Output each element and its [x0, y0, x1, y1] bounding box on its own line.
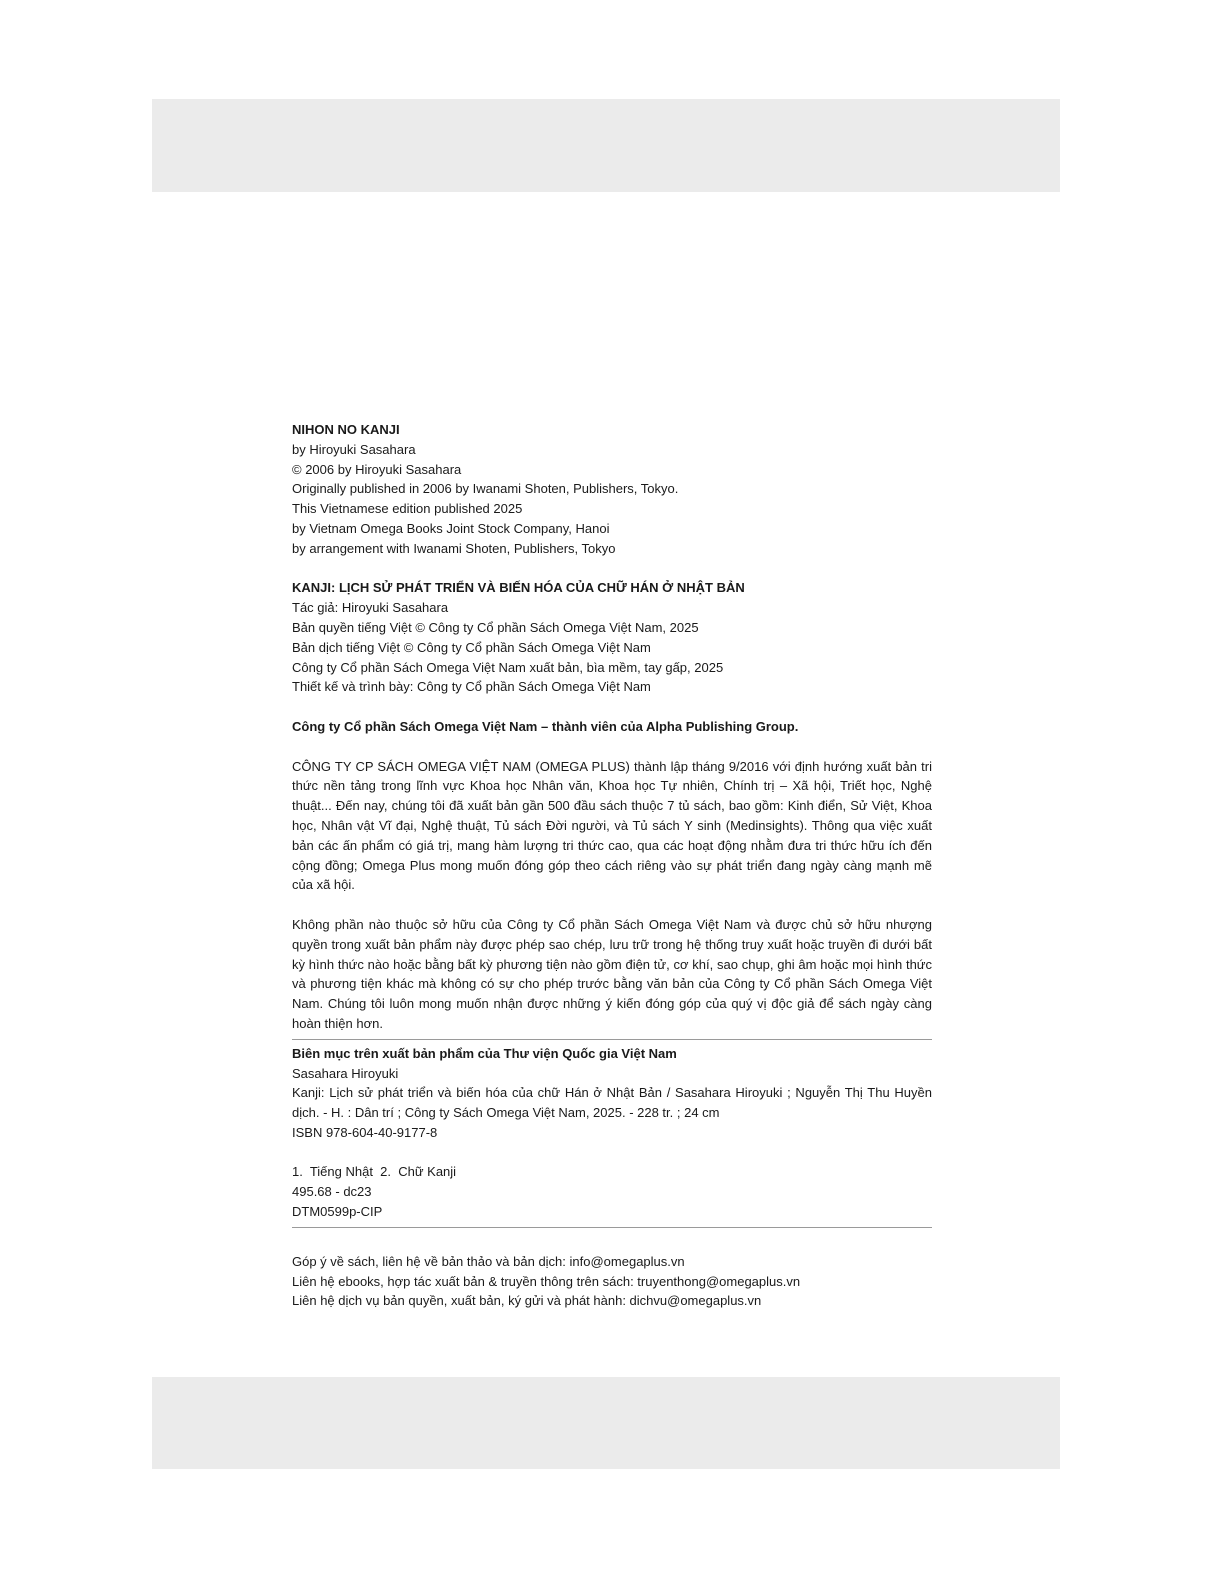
cip-author: Sasahara Hiroyuki: [292, 1065, 399, 1081]
publication-format-line: Công ty Cổ phần Sách Omega Việt Nam xuất bản, bìa mềm, tay gấp, 2025: [292, 659, 724, 675]
spacer: [292, 737, 932, 757]
spacer: [292, 895, 932, 915]
translation-copyright-line: Bản dịch tiếng Việt © Công ty Cổ phần Sách Omega Việt Nam: [292, 639, 651, 655]
spacer: [292, 1228, 932, 1252]
original-copyright-line: © 2006 by Hiroyuki Sasahara: [292, 461, 462, 477]
author-line: Tác giả: Hiroyuki Sasahara: [292, 600, 449, 616]
original-author-line: by Hiroyuki Sasahara: [292, 441, 416, 457]
contact-rights-line: Liên hệ dịch vụ bản quyền, xuất bản, ký gửi và phát hành: dichvu@omegaplus.vn: [292, 1293, 762, 1309]
design-credit-line: Thiết kế và trình bày: Công ty Cổ phần Sách Omega Việt Nam: [292, 679, 651, 695]
about-paragraph: CÔNG TY CP SÁCH OMEGA VIỆT NAM (OMEGA PLUS) thành lập tháng 9/2016 với định hướng xuất bản tri thức nền tảng trong lĩnh vực Khoa học Nhân văn, Khoa học Tự nhiên, Chính trị – Xã hội, Triết học, Nghệ thuật... Đến nay, chúng tôi đã xuất bản gần 500 đầu sách thuộc 7 tủ sách, bao gồm: Kinh điển, Sử Việt, Khoa học, Nhân vật Vĩ đại, Nghệ thuật, Tủ sách Đời người, và Tủ sách Y sinh (Medinsights). Thông qua việc xuất bản các ấn phẩm có giá trị, mang hàm lượng tri thức cao, qua các hoạt động nhằm đưa tri thức hữu ích đến cộng đồng; Omega Plus mong muốn đóng góp theo cách riêng vào sự phát triển đang ngày càng mạnh mẽ của xã hội.: [292, 758, 932, 893]
cip-isbn: ISBN 978-604-40-9177-8: [292, 1124, 438, 1140]
top-header-band: [152, 99, 1060, 192]
arrangement-line: by arrangement with Iwanami Shoten, Publishers, Tokyo: [292, 540, 616, 556]
cip-subjects: 1. Tiếng Nhật 2. Chữ Kanji: [292, 1164, 457, 1180]
original-edition-block: [292, 420, 932, 559]
vietnamese-publisher-line: by Vietnam Omega Books Joint Stock Company, Hanoi: [292, 520, 610, 536]
spacer: [292, 697, 932, 717]
cip-record-id: DTM0599p-CIP: [292, 1204, 383, 1220]
cip-block: [292, 1044, 932, 1222]
rights-paragraph: Không phần nào thuộc sở hữu của Công ty Cổ phần Sách Omega Việt Nam và được chủ sở hữu nhượng quyền trong xuất bản phẩm này được phép sao chép, lưu trữ trong hệ thống truy xuất hoặc truyền đi dưới bất kỳ hình thức nào hoặc bằng bất kỳ phương tiện nào gồm điện tử, cơ khí, sao chụp, ghi âm hoặc mọi hình thức và phương tiện khác mà không có sự cho phép trước bằng văn bản của Công ty Cổ phần Sách Omega Việt Nam. Chúng tôi luôn mong muốn nhận được những ý kiến đóng góp của quý vị độc giả để sách ngày càng hoàn thiện hơn.: [292, 916, 932, 1031]
vietnamese-edition-block: [292, 578, 932, 697]
contact-feedback-line: Góp ý về sách, liên hệ về bản thảo và bản dịch: info@omegaplus.vn: [292, 1253, 685, 1269]
vietnamese-title: KANJI: LỊCH SỬ PHÁT TRIỂN VÀ BIẾN HÓA CỦA CHỮ HÁN Ở NHẬT BẢN: [292, 580, 745, 596]
contacts-block: [292, 1252, 932, 1311]
contact-ebooks-line: Liên hệ ebooks, hợp tác xuất bản & truyền thông trên sách: truyenthong@omegaplus.vn: [292, 1273, 801, 1289]
member-statement: Công ty Cổ phần Sách Omega Việt Nam – thành viên của Alpha Publishing Group.: [292, 718, 799, 734]
original-publication-line: Originally published in 2006 by Iwanami Shoten, Publishers, Tokyo.: [292, 481, 679, 497]
bottom-footer-band: [152, 1377, 1060, 1469]
cip-title: Biên mục trên xuất bản phẩm của Thư viện Quốc gia Việt Nam: [292, 1045, 677, 1061]
cip-description: Kanji: Lịch sử phát triển và biến hóa của chữ Hán ở Nhật Bản / Sasahara Hiroyuki ; Nguyễn Thị Thu Huyền dịch. - H. : Dân trí ; Công ty Sách Omega Việt Nam, 2025. - 228 tr. ; 24 cm: [292, 1085, 932, 1121]
spacer: [292, 1143, 932, 1163]
original-title: NIHON NO KANJI: [292, 422, 400, 437]
cip-classification: 495.68 - dc23: [292, 1184, 372, 1200]
spacer: [292, 559, 932, 579]
vietnamese-edition-line: This Vietnamese edition published 2025: [292, 501, 523, 517]
vietnamese-copyright-line: Bản quyền tiếng Việt © Công ty Cổ phần Sách Omega Việt Nam, 2025: [292, 619, 699, 635]
cip-top-divider: [292, 1039, 932, 1040]
copyright-page-content: [292, 420, 932, 1311]
